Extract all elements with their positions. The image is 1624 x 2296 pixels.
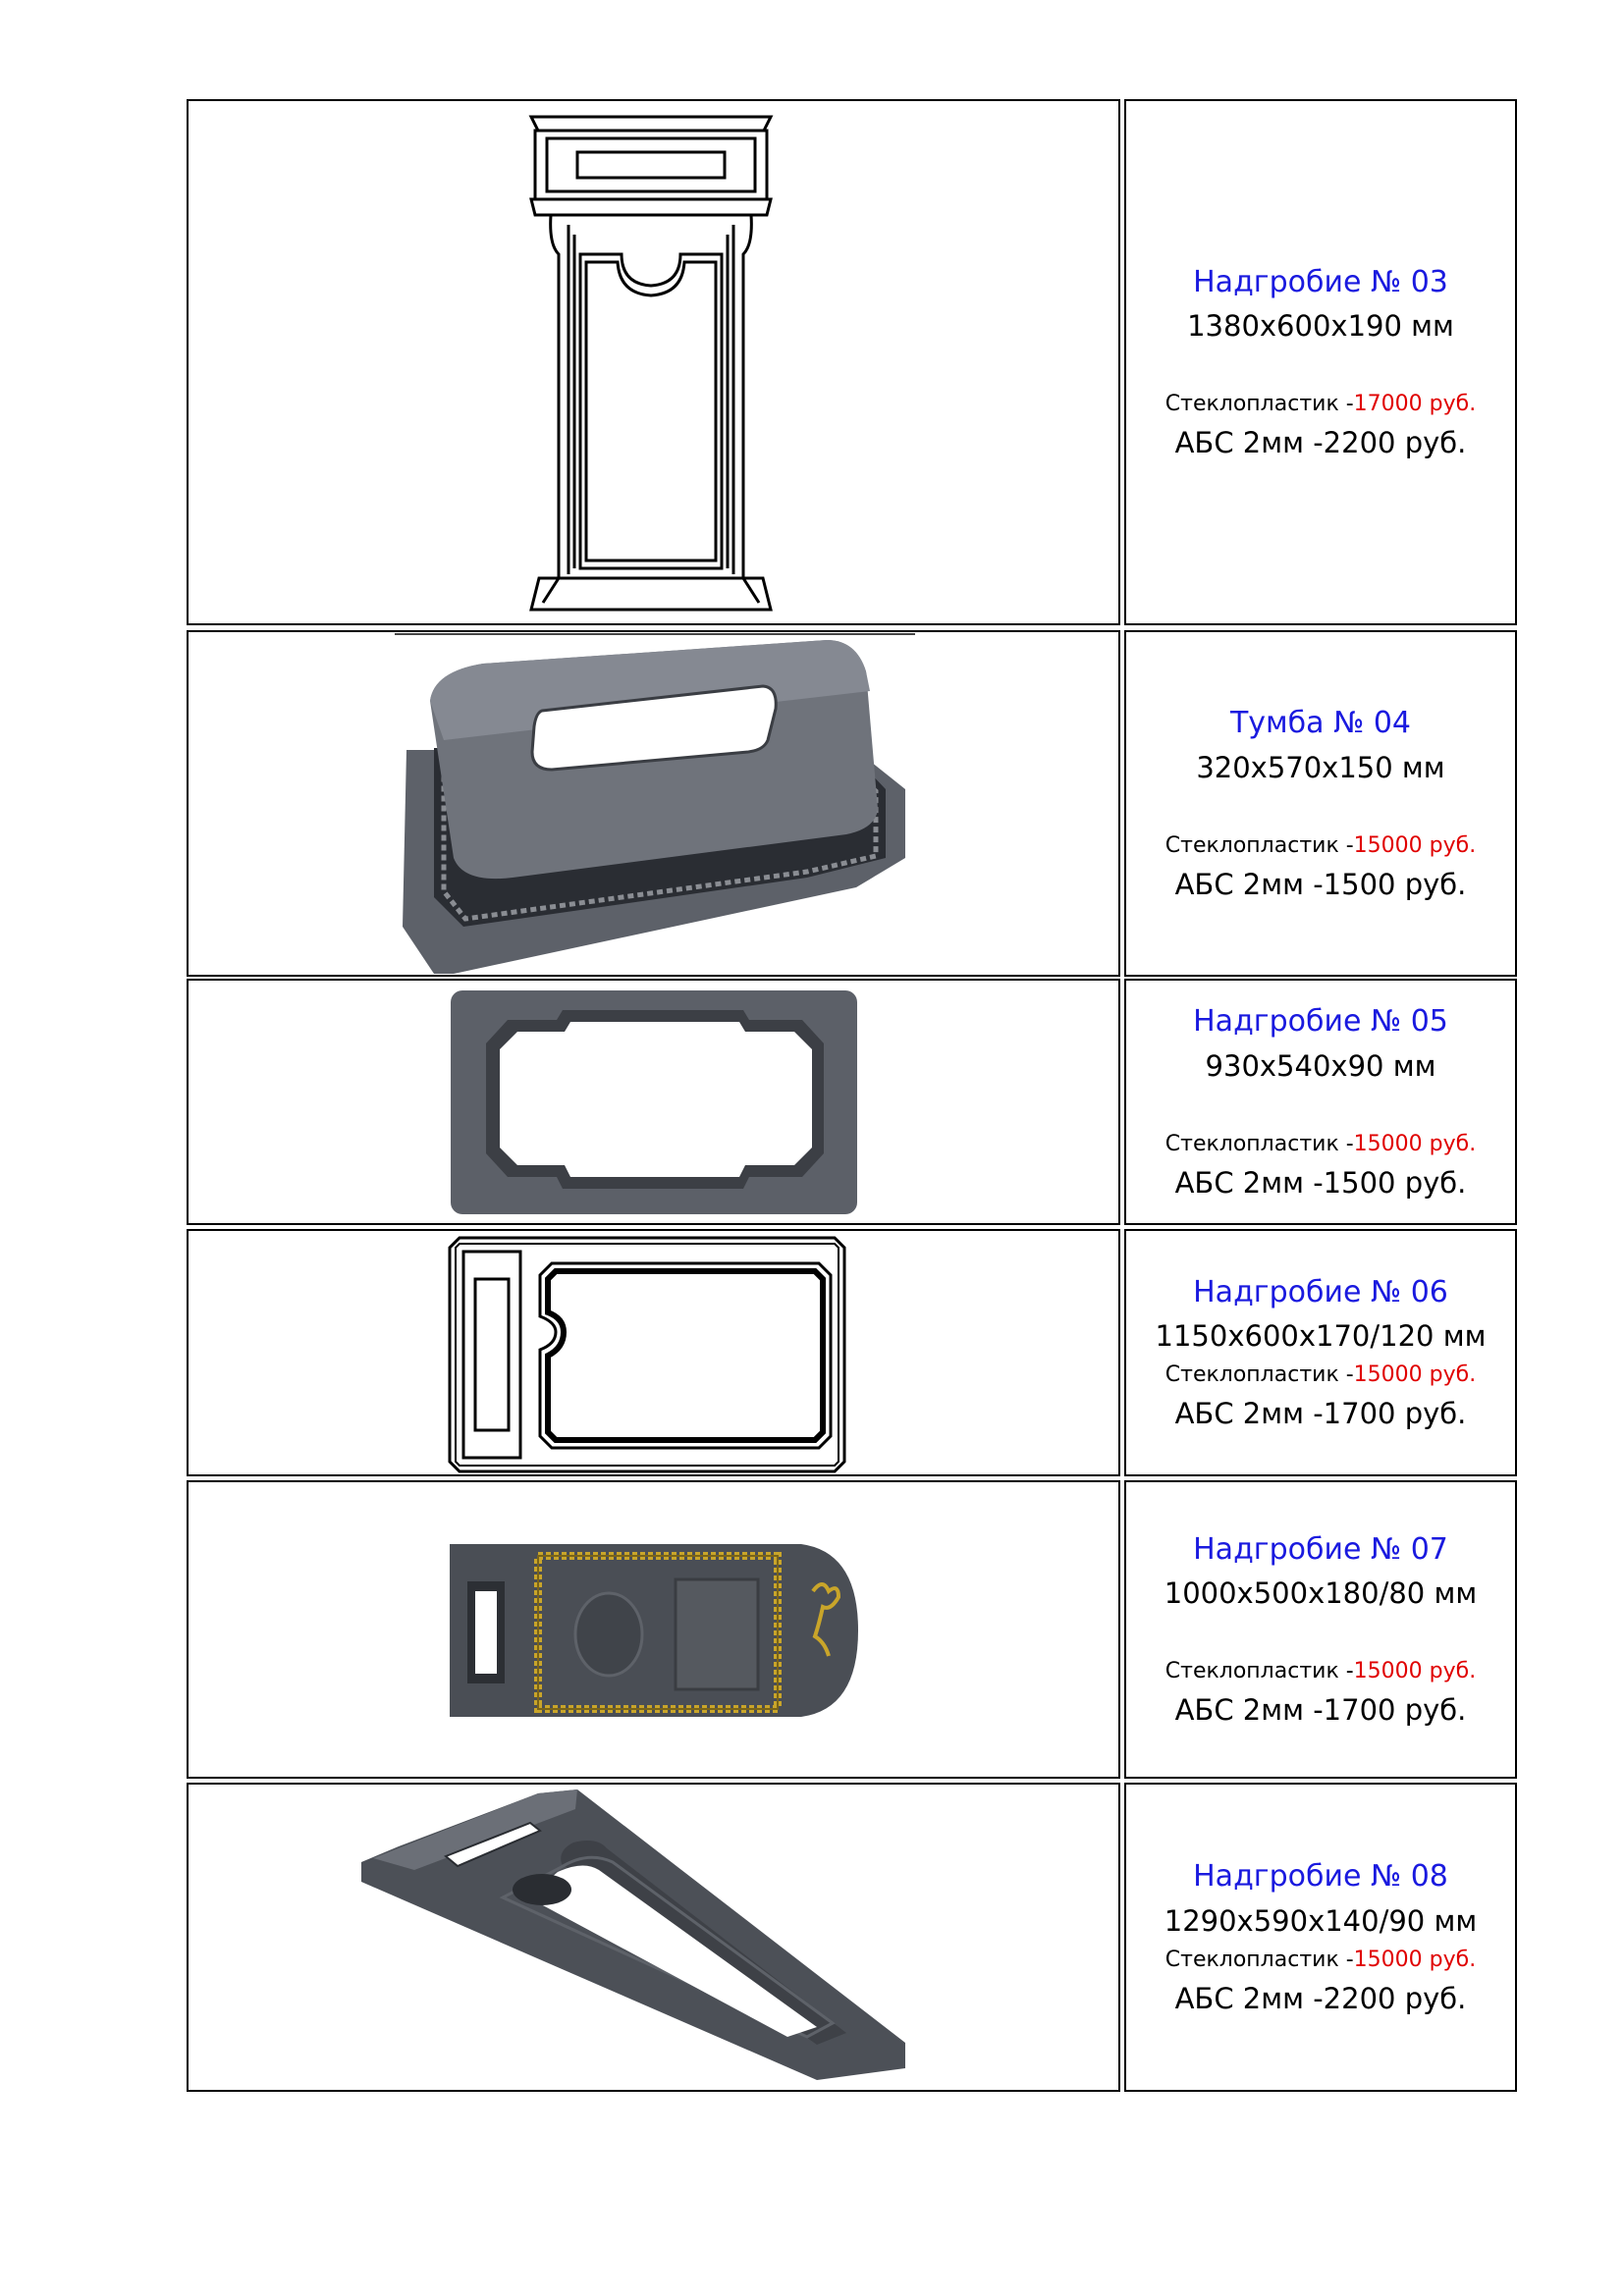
product-dimensions: 1290x590x140/90 мм bbox=[1164, 1903, 1478, 1938]
product-title: Надгробие № 05 bbox=[1193, 1004, 1448, 1040]
fiberglass-price: 15000 руб. bbox=[1353, 1362, 1477, 1388]
info-cell-03 bbox=[1124, 99, 1517, 625]
headstone-drawing-icon bbox=[523, 107, 779, 617]
ornate-mold-photo-icon bbox=[448, 1542, 860, 1719]
frame-mold-photo-icon bbox=[449, 985, 861, 1220]
fiberglass-price-line bbox=[1165, 832, 1476, 861]
image-cell-04 bbox=[187, 630, 1120, 977]
product-title: Надгробие № 08 bbox=[1193, 1859, 1448, 1895]
fiberglass-label: Стеклопластик - bbox=[1164, 392, 1354, 417]
fiberglass-price: 15000 руб. bbox=[1353, 1659, 1477, 1684]
abs-price: АБС 2мм -1700 руб. bbox=[1174, 1397, 1467, 1431]
fiberglass-price: 17000 руб. bbox=[1353, 392, 1477, 417]
fiberglass-price-line bbox=[1165, 1658, 1476, 1686]
fiberglass-label: Стеклопластик - bbox=[1164, 1947, 1354, 1972]
image-cell-05 bbox=[187, 979, 1120, 1225]
fiberglass-price-line bbox=[1165, 1947, 1476, 1975]
product-dimensions: 320x570x150 мм bbox=[1196, 750, 1445, 784]
fiberglass-label: Стеклопластик - bbox=[1164, 1659, 1354, 1684]
image-cell-03 bbox=[187, 99, 1120, 625]
fiberglass-price: 15000 руб. bbox=[1353, 832, 1477, 858]
fiberglass-price: 15000 руб. bbox=[1353, 1131, 1477, 1156]
info-cell-05 bbox=[1124, 979, 1517, 1225]
image-cell-06 bbox=[187, 1229, 1120, 1476]
fiberglass-label: Стеклопластик - bbox=[1164, 1131, 1354, 1156]
image-cell-08 bbox=[187, 1783, 1120, 2092]
info-cell-04 bbox=[1124, 630, 1517, 977]
fiberglass-label: Стеклопластик - bbox=[1164, 832, 1354, 858]
info-cell-08 bbox=[1124, 1783, 1517, 2092]
product-title: Надгробие № 07 bbox=[1193, 1531, 1448, 1567]
pedestal-mold-photo-icon bbox=[395, 632, 915, 974]
info-cell-06 bbox=[1124, 1229, 1517, 1476]
image-cell-07 bbox=[187, 1480, 1120, 1779]
abs-price: АБС 2мм -2200 руб. bbox=[1174, 1981, 1467, 2015]
fiberglass-price-line bbox=[1165, 391, 1476, 419]
slab-mold-photo-icon bbox=[355, 1788, 954, 2082]
fiberglass-price-line bbox=[1165, 1131, 1476, 1159]
product-dimensions: 1380x600x190 мм bbox=[1187, 309, 1454, 344]
headstone-drawing-icon bbox=[446, 1234, 848, 1475]
product-dimensions: 1000x500x180/80 мм bbox=[1164, 1576, 1478, 1611]
product-dimensions: 1150x600x170/120 мм bbox=[1155, 1319, 1487, 1354]
abs-price: АБС 2мм -2200 руб. bbox=[1174, 426, 1467, 460]
product-title: Надгробие № 06 bbox=[1193, 1274, 1448, 1309]
product-dimensions: 930x540x90 мм bbox=[1205, 1048, 1436, 1083]
fiberglass-price-line bbox=[1165, 1362, 1476, 1390]
fiberglass-label: Стеклопластик - bbox=[1164, 1362, 1354, 1388]
product-title: Надгробие № 03 bbox=[1193, 264, 1448, 299]
abs-price: АБС 2мм -1500 руб. bbox=[1174, 867, 1467, 901]
abs-price: АБС 2мм -1500 руб. bbox=[1174, 1165, 1467, 1200]
abs-price: АБС 2мм -1700 руб. bbox=[1174, 1693, 1467, 1728]
fiberglass-price: 15000 руб. bbox=[1353, 1947, 1477, 1972]
info-cell-07 bbox=[1124, 1480, 1517, 1779]
product-title: Тумба № 04 bbox=[1229, 706, 1412, 741]
